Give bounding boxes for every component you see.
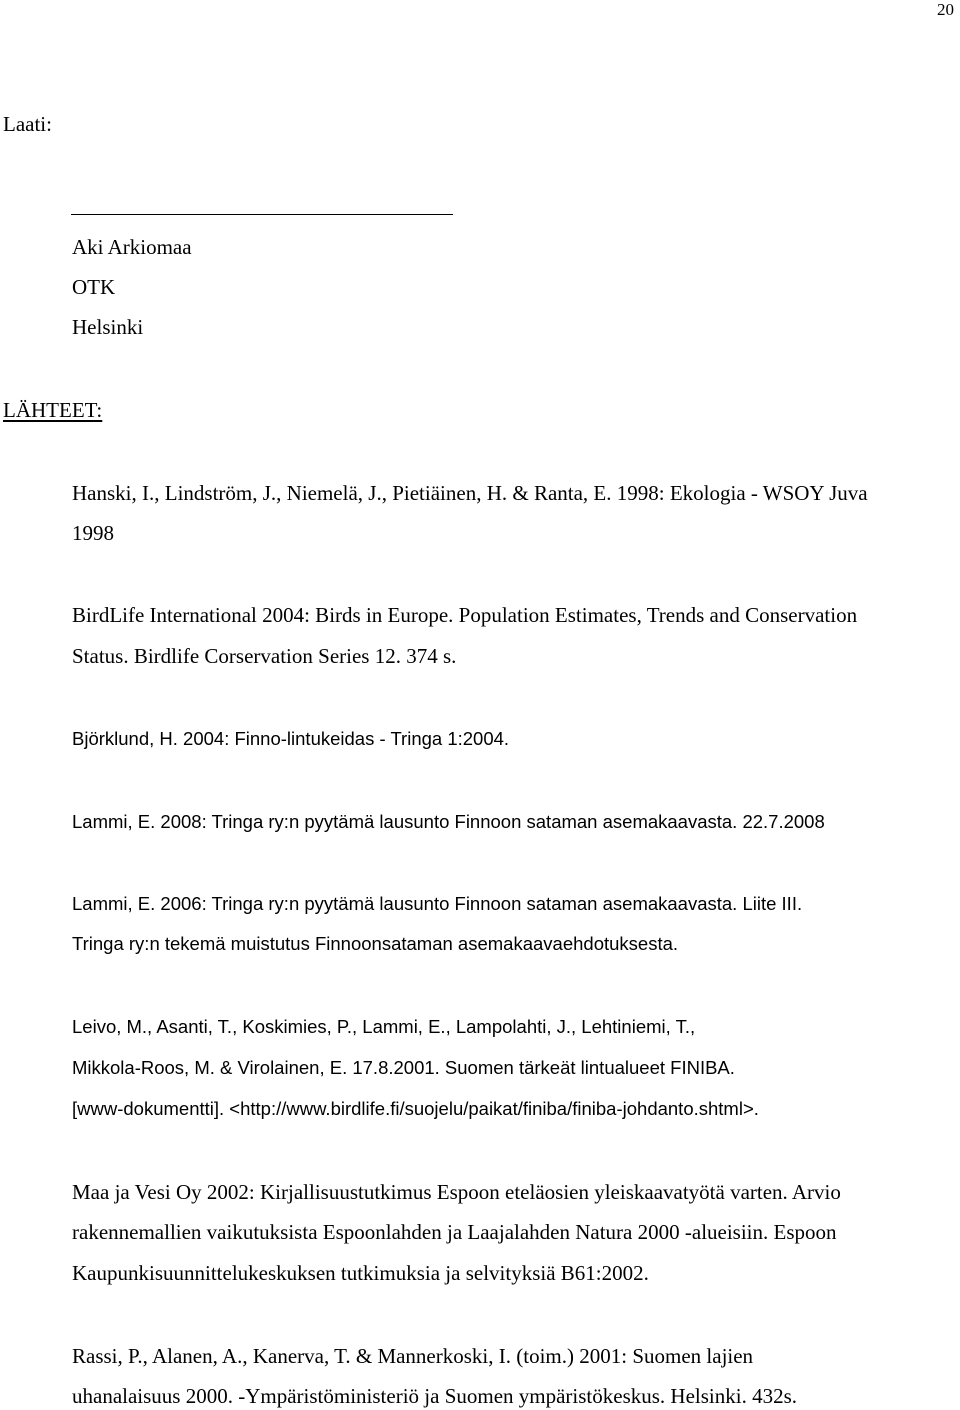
reference-line: rakennemallien vaikutuksista Espoonlahden ja Laajalahden Natura 2000 -alueisiin. Espoon [72, 1220, 837, 1244]
reference-line: uhanalaisuus 2000. -Ympäristöministeriö ja Suomen ympäristökeskus. Helsinki. 432s. [72, 1384, 798, 1408]
reference-line: BirdLife International 2004: Birds in Europe. Population Estimates, Trends and Conservation [72, 603, 858, 627]
reference-line: 1998 [72, 521, 114, 545]
reference-line: Lammi, E. 2008: Tringa ry:n pyytämä lausunto Finnoon sataman asemakaavasta. 22.7.2008 [72, 811, 825, 832]
signature-title: OTK [72, 275, 116, 299]
signature-line [71, 214, 453, 215]
reference-line: Rassi, P., Alanen, A., Kanerva, T. & Mannerkoski, I. (toim.) 2001: Suomen lajien [72, 1344, 754, 1368]
reference-line: Lammi, E. 2006: Tringa ry:n pyytämä lausunto Finnoon sataman asemakaavasta. Liite III. [72, 893, 803, 914]
reference-line: Tringa ry:n tekemä muistutus Finnoonsataman asemakaavaehdotuksesta. [72, 933, 679, 954]
signature-city: Helsinki [72, 315, 144, 339]
reference-line: Status. Birdlife Corservation Series 12. 374 s. [72, 644, 457, 668]
signature-name: Aki Arkiomaa [72, 235, 192, 259]
page-number: 20 [937, 0, 954, 19]
reference-line: Leivo, M., Asanti, T., Koskimies, P., Lammi, E., Lampolahti, J., Lehtiniemi, T., [72, 1016, 696, 1037]
reference-line: Kaupunkisuunnittelukeskuksen tutkimuksia ja selvityksiä B61:2002. [72, 1261, 649, 1285]
reference-line: Björklund, H. 2004: Finno-lintukeidas - Tringa 1:2004. [72, 728, 510, 749]
reference-line: Maa ja Vesi Oy 2002: Kirjallisuustutkimus Espoon eteläosien yleiskaavatyötä varten. Arvio [72, 1180, 841, 1204]
reference-line: [www-dokumentti]. <http://www.birdlife.fi/suojelu/paikat/finiba/finiba-johdanto.shtml>. [72, 1098, 759, 1119]
references-heading: LÄHTEET: [3, 398, 103, 422]
reference-line: Hanski, I., Lindström, J., Niemelä, J., Pietiäinen, H. & Ranta, E. 1998: Ekologia - WSOY Juva [72, 481, 868, 505]
reference-line: Mikkola-Roos, M. & Virolainen, E. 17.8.2001. Suomen tärkeät lintualueet FINIBA. [72, 1057, 735, 1078]
laati-label: Laati: [3, 112, 52, 136]
